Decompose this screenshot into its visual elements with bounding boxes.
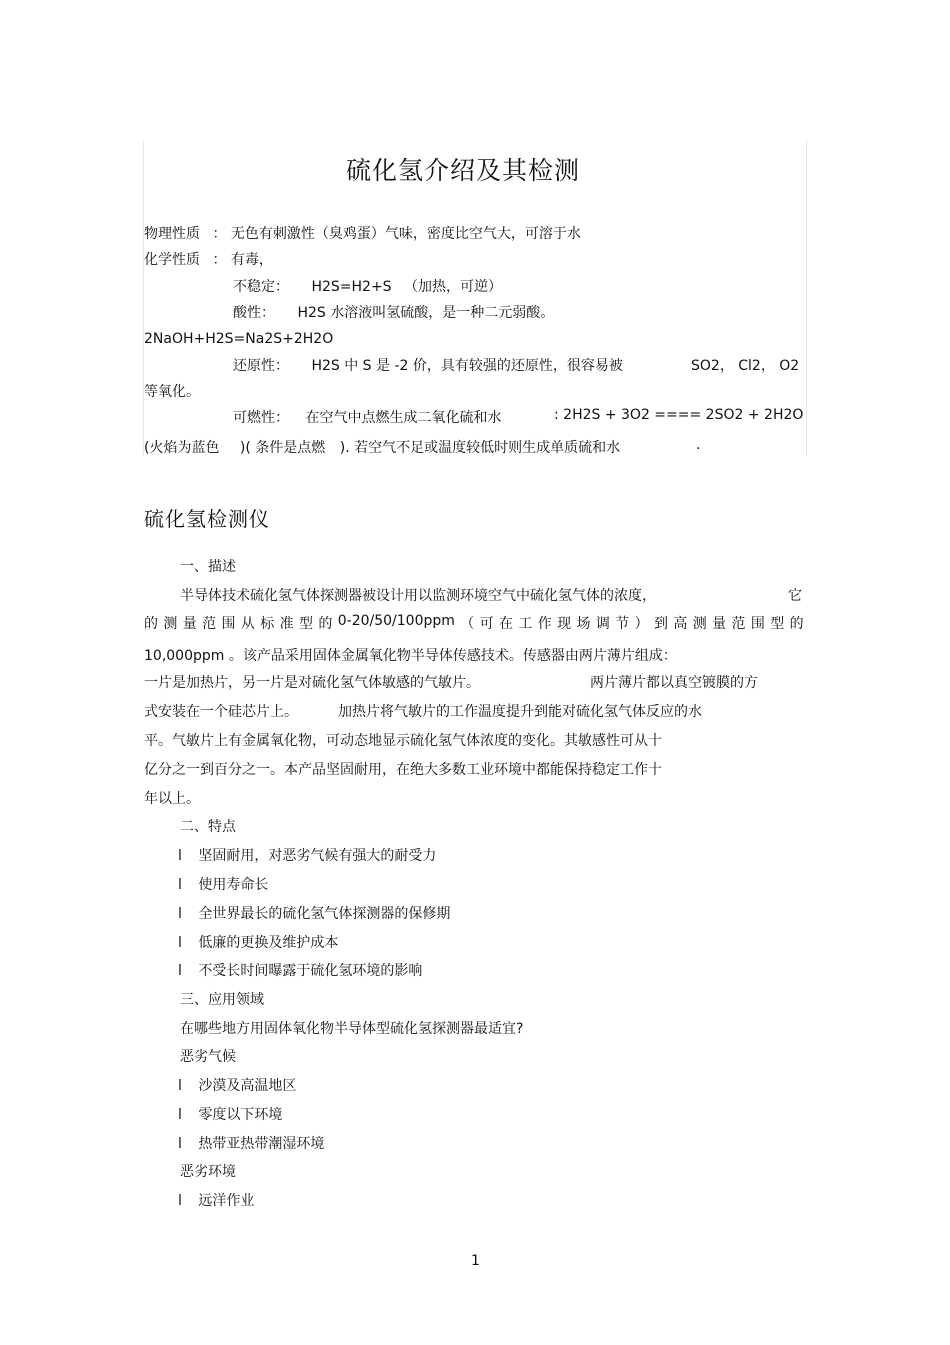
description-line-1: 半导体技术硫化氢气体探测器被设计用以监测环境空气中硫化氢气体的浓度， xyxy=(180,588,656,604)
line2-token: 量 xyxy=(712,616,727,632)
line2-token: 型 xyxy=(299,616,313,632)
chemical-label: 化学性质 xyxy=(144,252,200,268)
line2-token: 的 xyxy=(789,616,804,632)
applications-heading: 三、应用领域 xyxy=(180,992,264,1008)
bullet-marker: l xyxy=(178,1078,182,1094)
unstable-label: 不稳定： xyxy=(233,279,289,295)
description-line-1-tail: 它 xyxy=(788,588,802,604)
feature-text: 不受长时间曝露于硫化氢环境的影响 xyxy=(198,963,423,979)
line2-token: 测 xyxy=(163,616,178,632)
feature-item xyxy=(178,845,436,865)
applications-group-1: 恶劣气候 xyxy=(180,1049,236,1065)
reducing-tail: SO2， Cl2， O2 xyxy=(691,358,800,374)
description-line-3: 10,000ppm 。该产品采用固体金属氧化物半导体传感技术。传感器由两片薄片组成： xyxy=(144,648,677,664)
application-item xyxy=(178,1104,282,1124)
document-title: 硫化氢介绍及其检测 xyxy=(346,156,581,185)
box-left-border xyxy=(143,140,144,455)
physical-value: 无色有刺激性（臭鸡蛋）气味，密度比空气大，可溶于水 xyxy=(230,226,581,242)
line2-token: 在 xyxy=(499,616,514,632)
line2-token: 调 xyxy=(595,616,610,632)
feature-item xyxy=(178,932,338,952)
features-heading: 二、特点 xyxy=(180,819,236,835)
application-item xyxy=(178,1133,324,1153)
line2-token: 工 xyxy=(518,616,533,632)
bullet-marker: l xyxy=(178,1107,182,1123)
feature-item xyxy=(178,903,450,923)
page-number: 1 xyxy=(471,1253,480,1269)
section-title: 硫化氢检测仪 xyxy=(144,507,270,531)
line2-token: 到 xyxy=(654,616,669,632)
physical-sep: ： xyxy=(212,226,227,242)
flammable-cont-1: (火焰为蓝色 xyxy=(144,440,220,456)
line2-token: 围 xyxy=(750,616,765,632)
description-line-6: 平。气敏片上有金属氧化物，可动态地显示硫化氢气体浓度的变化。其敏感性可从十 xyxy=(144,733,662,749)
chemical-value: 有毒， xyxy=(230,252,273,268)
line2-token: 范 xyxy=(731,616,746,632)
feature-text: 低廉的更换及维护成本 xyxy=(198,935,339,951)
description-line-4-tail: 两片薄片都以真空镀膜的方 xyxy=(590,675,758,691)
line2-token: 测 xyxy=(692,616,707,632)
bullet-marker: l xyxy=(178,1136,182,1152)
flammable-cont-2: )( 条件是点燃 xyxy=(239,440,326,456)
bullet-marker: l xyxy=(178,1193,182,1209)
description-heading: 一、描述 xyxy=(180,559,236,575)
naoh-equation: 2NaOH+H2S=Na2S+2H2O xyxy=(144,331,334,347)
line2-token: 的 xyxy=(144,616,158,632)
acidic-text: H2S 水溶液叫氢硫酸，是一种二元弱酸。 xyxy=(297,305,555,321)
bullet-marker: l xyxy=(178,963,182,979)
feature-item xyxy=(178,874,268,894)
line2-token: ） xyxy=(634,616,649,632)
line2-token: 标 xyxy=(260,616,275,632)
description-line-8: 年以上。 xyxy=(144,791,200,807)
bullet-marker: l xyxy=(178,935,182,951)
line2-token: 节 xyxy=(615,616,630,632)
line2-token: 现 xyxy=(557,616,572,632)
line2-token: 从 xyxy=(240,616,255,632)
line2-token: 可 xyxy=(479,616,494,632)
box-right-border xyxy=(806,140,807,455)
line2-token: 0-20/50/100ppm xyxy=(337,613,455,629)
reducing-line xyxy=(233,355,623,375)
flammable-line xyxy=(233,407,501,427)
applications-question: 在哪些地方用固体氧化物半导体型硫化氢探测器最适宜? xyxy=(180,1021,524,1037)
bullet-marker: l xyxy=(178,848,182,864)
reducing-continuation: 等氧化。 xyxy=(144,384,200,400)
acidic-line xyxy=(233,302,554,322)
chemical-properties-line xyxy=(144,249,273,269)
bullet-marker: l xyxy=(178,906,182,922)
line2-token: 准 xyxy=(279,616,294,632)
feature-text: 使用寿命长 xyxy=(198,877,269,893)
line2-token: 范 xyxy=(202,616,217,632)
reducing-label: 还原性： xyxy=(233,358,289,374)
application-text: 远洋作业 xyxy=(198,1193,255,1209)
unstable-note: （加热，可逆） xyxy=(404,279,503,295)
description-line-4: 一片是加热片，另一片是对硫化氢气体敏感的气敏片。 xyxy=(144,675,480,691)
flammable-text: 在空气中点燃生成二氧化硫和水 xyxy=(305,410,502,426)
feature-text: 全世界最长的硫化氢气体探测器的保修期 xyxy=(198,906,451,922)
description-line-5: 式安装在一个硅芯片上。 xyxy=(144,704,298,720)
acidic-label: 酸性： xyxy=(233,305,275,321)
flammable-equation: : 2H2S + 3O2 ==== 2SO2 + 2H2O xyxy=(554,407,804,423)
description-line-5-tail: 加热片将气敏片的工作温度提升到能对硫化氢气体反应的水 xyxy=(338,704,702,720)
description-line-2 xyxy=(144,613,804,633)
application-text: 沙漠及高温地区 xyxy=(198,1078,297,1094)
flammable-cont-period: . xyxy=(696,437,701,453)
unstable-equation: H2S=H2+S xyxy=(311,279,392,295)
line2-token: 场 xyxy=(576,616,591,632)
application-item xyxy=(178,1075,296,1095)
application-item xyxy=(178,1190,254,1210)
unstable-line xyxy=(233,276,502,296)
application-text: 热带亚热带潮湿环境 xyxy=(198,1136,325,1152)
chemical-sep: ： xyxy=(212,252,227,268)
description-line-7: 亿分之一到百分之一。本产品坚固耐用，在绝大多数工业环境中都能保持稳定工作十 xyxy=(144,762,662,778)
application-text: 零度以下环境 xyxy=(198,1107,283,1123)
flammable-cont-3: ). 若空气不足或温度较低时则生成单质硫和水 xyxy=(339,440,621,456)
line2-token: 型 xyxy=(770,616,785,632)
line2-token: 的 xyxy=(318,616,333,632)
bullet-marker: l xyxy=(178,877,182,893)
physical-properties-line xyxy=(144,223,581,243)
feature-item xyxy=(178,960,422,980)
flammable-label: 可燃性： xyxy=(233,410,289,426)
line2-token: 高 xyxy=(673,616,688,632)
flammable-continuation xyxy=(144,437,620,457)
reducing-text: H2S 中 S 是 -2 价，具有较强的还原性，很容易被 xyxy=(311,358,623,374)
applications-group-2: 恶劣环境 xyxy=(180,1164,236,1180)
physical-label: 物理性质 xyxy=(144,226,200,242)
feature-text: 坚固耐用，对恶劣气候有强大的耐受力 xyxy=(198,848,437,864)
line2-token: 量 xyxy=(182,616,197,632)
line2-token: 围 xyxy=(221,616,236,632)
line2-token: 作 xyxy=(537,616,552,632)
line2-token: （ xyxy=(460,616,475,632)
